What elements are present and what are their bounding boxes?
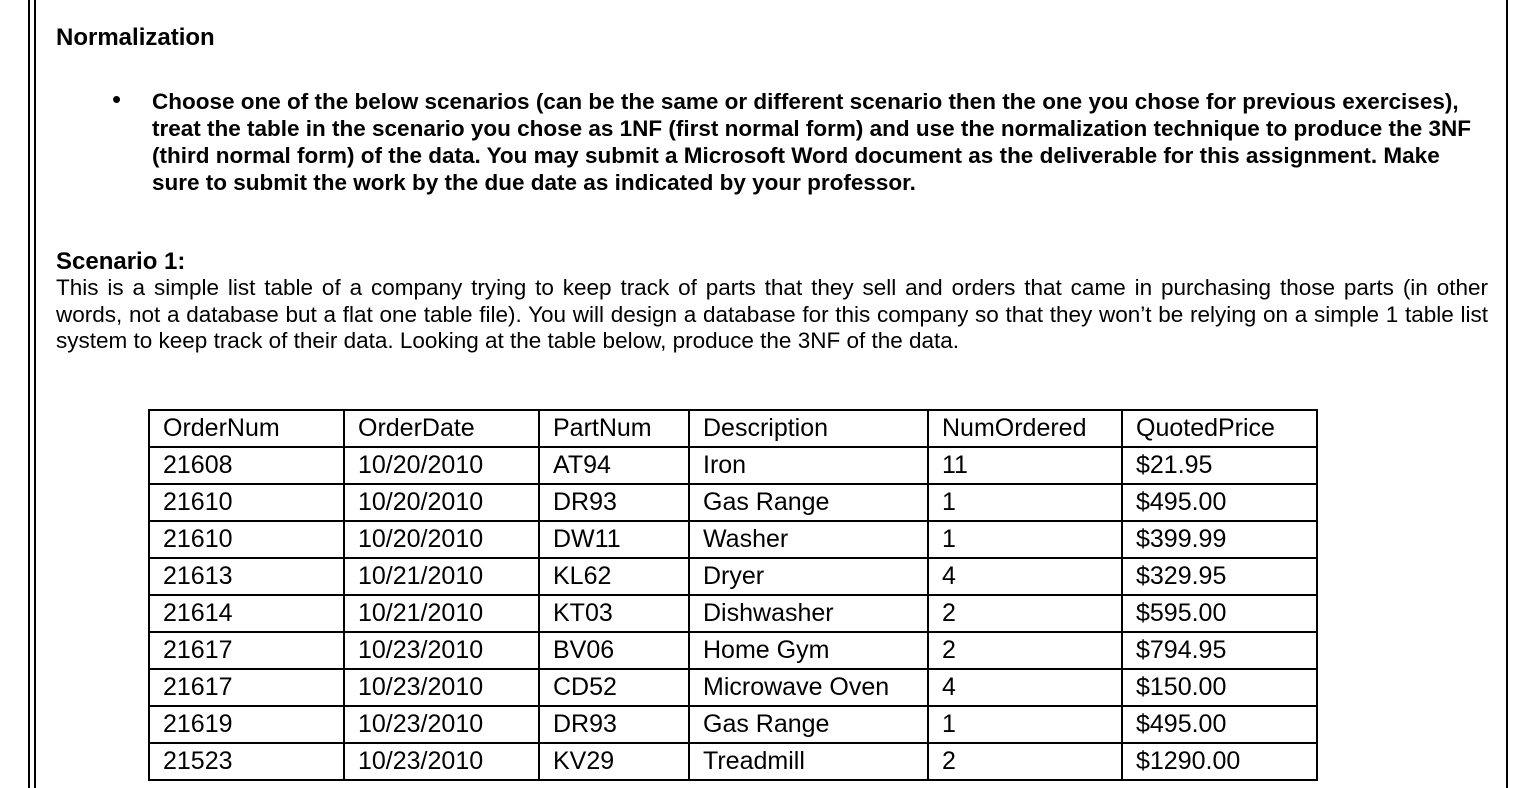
cell-partnum: DR93	[539, 706, 689, 743]
cell-partnum: BV06	[539, 632, 689, 669]
cell-description: Gas Range	[689, 706, 928, 743]
cell-quotedprice: $595.00	[1122, 595, 1317, 632]
page-border-left-inner	[34, 0, 36, 788]
cell-quotedprice: $495.00	[1122, 484, 1317, 521]
cell-partnum: KV29	[539, 743, 689, 780]
table-row	[149, 558, 1317, 595]
scenario-title: Scenario 1:	[56, 248, 186, 275]
cell-partnum: DW11	[539, 521, 689, 558]
cell-orderdate: 10/23/2010	[344, 632, 539, 669]
cell-partnum: DR93	[539, 484, 689, 521]
cell-ordernum: 21610	[149, 521, 344, 558]
cell-description: Gas Range	[689, 484, 928, 521]
cell-ordernum: 21608	[149, 447, 344, 484]
cell-ordernum: 21617	[149, 632, 344, 669]
cell-orderdate: 10/23/2010	[344, 743, 539, 780]
cell-description: Washer	[689, 521, 928, 558]
table-row	[149, 632, 1317, 669]
cell-orderdate: 10/21/2010	[344, 595, 539, 632]
column-header-partnum: PartNum	[539, 410, 689, 447]
cell-orderdate: 10/20/2010	[344, 521, 539, 558]
cell-quotedprice: $329.95	[1122, 558, 1317, 595]
cell-description: Home Gym	[689, 632, 928, 669]
cell-ordernum: 21613	[149, 558, 344, 595]
cell-description: Microwave Oven	[689, 669, 928, 706]
cell-quotedprice: $794.95	[1122, 632, 1317, 669]
column-header-description: Description	[689, 410, 928, 447]
scenario-description: This is a simple list table of a company trying to keep track of parts that they sell and orders that came in purchasing those parts (in other words, not a database but a flat one table file). You will design a database for this company so that they won’t be relying on a simple 1 table list system to keep track of their data. Looking at the table below, produce the 3NF of the data.	[56, 275, 1488, 353]
cell-orderdate: 10/23/2010	[344, 706, 539, 743]
table-header-row	[149, 410, 1317, 447]
table-row	[149, 743, 1317, 780]
column-header-numordered: NumOrdered	[928, 410, 1122, 447]
column-header-orderdate: OrderDate	[344, 410, 539, 447]
cell-description: Dishwasher	[689, 595, 928, 632]
table-row	[149, 447, 1317, 484]
cell-ordernum: 21619	[149, 706, 344, 743]
column-header-ordernum: OrderNum	[149, 410, 344, 447]
table-row	[149, 521, 1317, 558]
cell-orderdate: 10/23/2010	[344, 669, 539, 706]
table-row	[149, 484, 1317, 521]
cell-numordered: 2	[928, 595, 1122, 632]
cell-numordered: 4	[928, 669, 1122, 706]
cell-orderdate: 10/20/2010	[344, 484, 539, 521]
table-header	[149, 410, 1317, 447]
cell-ordernum: 21614	[149, 595, 344, 632]
cell-quotedprice: $495.00	[1122, 706, 1317, 743]
page-border-left-outer	[28, 0, 30, 788]
column-header-quotedprice: QuotedPrice	[1122, 410, 1317, 447]
cell-partnum: CD52	[539, 669, 689, 706]
cell-description: Dryer	[689, 558, 928, 595]
cell-numordered: 2	[928, 632, 1122, 669]
cell-partnum: KT03	[539, 595, 689, 632]
cell-ordernum: 21610	[149, 484, 344, 521]
cell-numordered: 11	[928, 447, 1122, 484]
table-row	[149, 669, 1317, 706]
cell-quotedprice: $399.99	[1122, 521, 1317, 558]
table-row	[149, 595, 1317, 632]
cell-numordered: 2	[928, 743, 1122, 780]
cell-ordernum: 21617	[149, 669, 344, 706]
cell-orderdate: 10/21/2010	[344, 558, 539, 595]
instruction-text: Choose one of the below scenarios (can be the same or different scenario then the one you chose for previous exercises), treat the table in the scenario you chose as 1NF (first normal form) and use the normalization technique to produce the 3NF (third normal form) of the data. You may submit a Microsoft Word document as the deliverable for this assignment. Make sure to submit the work by the due date as indicated by your professor.	[152, 89, 1471, 195]
cell-partnum: AT94	[539, 447, 689, 484]
cell-description: Treadmill	[689, 743, 928, 780]
cell-orderdate: 10/20/2010	[344, 447, 539, 484]
cell-quotedprice: $150.00	[1122, 669, 1317, 706]
cell-numordered: 4	[928, 558, 1122, 595]
cell-numordered: 1	[928, 706, 1122, 743]
table-row	[149, 706, 1317, 743]
cell-partnum: KL62	[539, 558, 689, 595]
cell-numordered: 1	[928, 484, 1122, 521]
cell-ordernum: 21523	[149, 743, 344, 780]
section-heading: Normalization	[56, 24, 215, 51]
cell-quotedprice: $1290.00	[1122, 743, 1317, 780]
orders-table	[148, 409, 1318, 781]
bullet-marker: •	[112, 84, 122, 114]
page-border-right	[1506, 0, 1508, 788]
cell-description: Iron	[689, 447, 928, 484]
cell-quotedprice: $21.95	[1122, 447, 1317, 484]
cell-numordered: 1	[928, 521, 1122, 558]
table-body	[149, 447, 1317, 780]
